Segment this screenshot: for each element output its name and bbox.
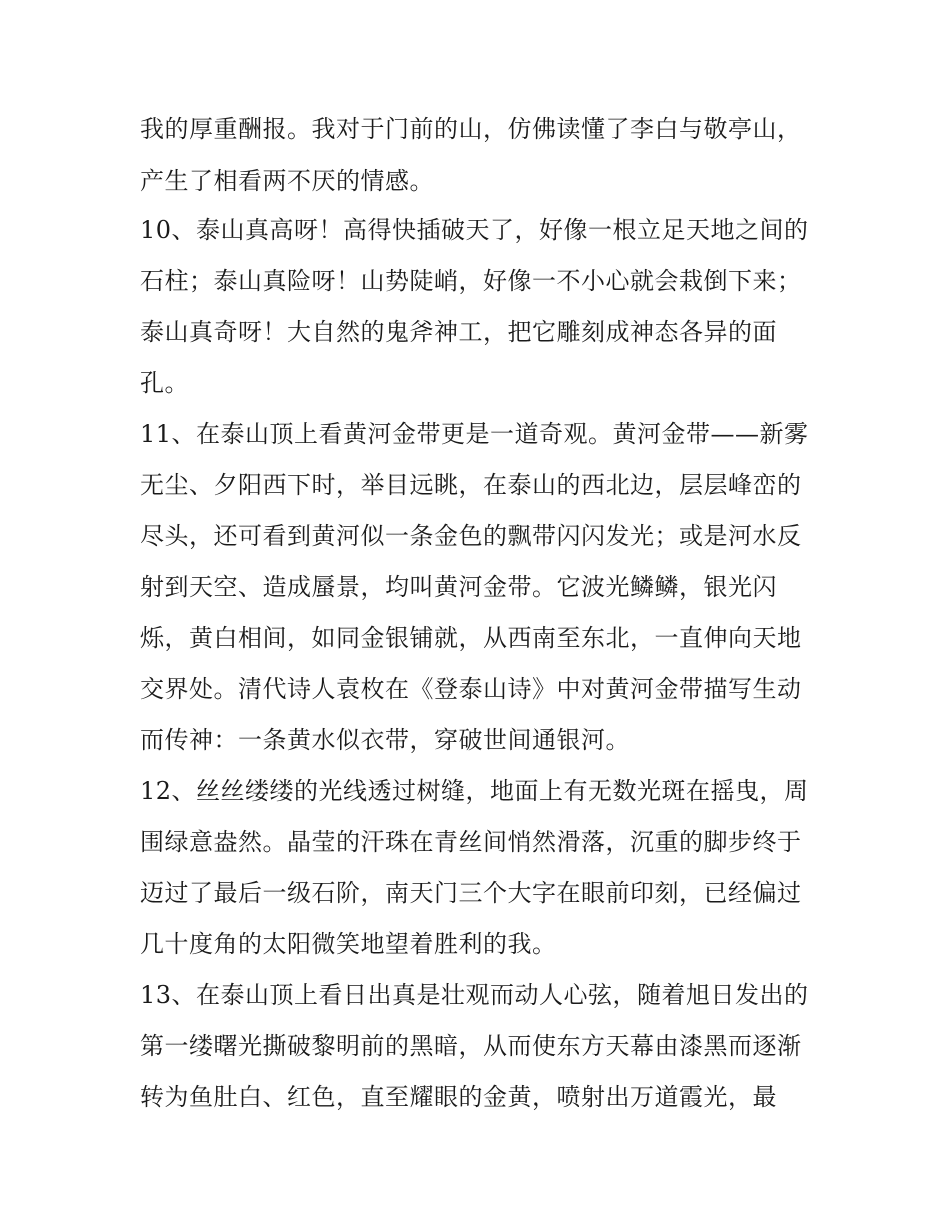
- text-line: 第一缕曙光撕破黎明前的黑暗，从而使东方天幕由漆黑而逐渐: [140, 1032, 802, 1060]
- text-line: 孔。: [140, 369, 189, 397]
- text-line: 泰山真奇呀！大自然的鬼斧神工，把它雕刻成神态各异的面: [140, 318, 777, 346]
- text-line: 迈过了最后一级石阶，南天门三个大字在眼前印刻，已经偏过: [140, 879, 802, 907]
- text-line: 12、丝丝缕缕的光线透过树缝，地面上有无数光斑在摇曳，周: [140, 777, 809, 805]
- text-line: 而传神：一条黄水似衣带，穿破世间通银河。: [140, 726, 630, 754]
- text-line: 尽头，还可看到黄河似一条金色的飘带闪闪发光；或是河水反: [140, 522, 802, 550]
- text-line: 产生了相看两不厌的情感。: [140, 167, 434, 195]
- text-line: 石柱；泰山真险呀！山势陡峭，好像一不小心就会栽倒下来；: [140, 267, 802, 295]
- text-line: 无尘、夕阳西下时，举目远眺，在泰山的西北边，层层峰峦的: [140, 471, 802, 499]
- text-line: 几十度角的太阳微笑地望着胜利的我。: [140, 930, 557, 958]
- text-line: 转为鱼肚白、红色，直至耀眼的金黄，喷射出万道霞光，最: [140, 1083, 777, 1111]
- text-line: 围绿意盎然。晶莹的汗珠在青丝间悄然滑落，沉重的脚步终于: [140, 828, 802, 856]
- text-line: 交界处。清代诗人袁枚在《登泰山诗》中对黄河金带描写生动: [140, 675, 802, 703]
- text-line: 射到天空、造成蜃景，均叫黄河金带。它波光鳞鳞，银光闪: [140, 573, 777, 601]
- text-line: 11、在泰山顶上看黄河金带更是一道奇观。黄河金带——新雾: [140, 420, 809, 448]
- text-line: 烁，黄白相间，如同金银铺就，从西南至东北，一直伸向天地: [140, 624, 802, 652]
- text-line: 我的厚重酬报。我对于门前的山，仿佛读懂了李白与敬亭山，: [140, 115, 802, 143]
- text-line: 13、在泰山顶上看日出真是壮观而动人心弦，随着旭日发出的: [140, 981, 809, 1009]
- text-line: 10、泰山真高呀！高得快插破天了，好像一根立足天地之间的: [140, 216, 809, 244]
